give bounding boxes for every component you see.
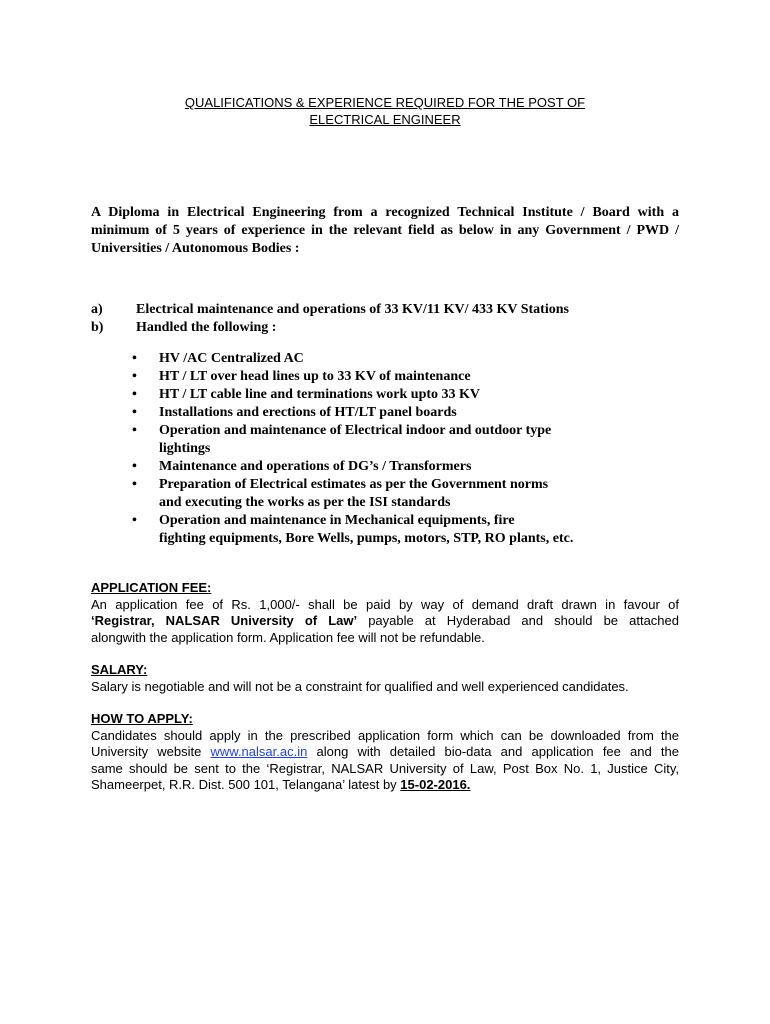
bullet-text: Operation and maintenance in Mechanical equipments, fire [159,513,515,528]
fee-payee: ‘Registrar, NALSAR University of Law’ [91,613,358,628]
bullet-icon: • [132,369,137,384]
bullet-item [132,476,652,512]
list-marker: a) [91,302,103,317]
apply-line-3: same should be sent to the ‘Registrar, NALSAR University of Law, Post Box No. 1, Justice City, [91,760,679,776]
bullet-text: Installations and erections of HT/LT panel boards [159,405,457,420]
bullet-icon: • [132,351,137,366]
list-marker: b) [91,320,104,335]
title-line-2: ELECTRICAL ENGINEER [309,112,461,127]
apply-line-4 [91,777,679,794]
bullet-text: Maintenance and operations of DG’s / Transformers [159,459,472,474]
bullet-text-continued: lightings [159,441,211,456]
apply-line-2-pre: University website [91,744,211,759]
bullet-list [132,350,652,548]
bullet-text: Preparation of Electrical estimates as per the Government norms [159,477,549,492]
bullet-item [132,458,652,476]
university-website-link[interactable]: www.nalsar.ac.in [210,744,308,759]
bullet-item [132,422,652,458]
fee-line-2-rest: payable at Hyderabad and should be attached [357,613,679,628]
bullet-text-continued: fighting equipments, Bore Wells, pumps, motors, STP, RO plants, etc. [159,531,574,546]
application-fee-heading: APPLICATION FEE: [91,580,212,595]
how-to-apply-section [91,711,679,794]
fee-line-2 [91,613,679,630]
bullet-text: HV /AC Centralized AC [159,351,304,366]
bullet-icon: • [132,387,137,402]
fee-line-1: An application fee of Rs. 1,000/- shall be paid by way of demand draft drawn in favour of [91,596,679,612]
bullet-item [132,368,652,386]
salary-heading: SALARY: [91,662,148,677]
salary-section [91,662,679,695]
bullet-icon: • [132,405,137,420]
bullet-item [132,512,652,548]
list-item-text: Electrical maintenance and operations of 33 KV/11 KV/ 433 KV Stations [136,302,569,317]
title-line-1: QUALIFICATIONS & EXPERIENCE REQUIRED FOR THE POST OF [184,95,586,110]
apply-line-1: Candidates should apply in the prescribed application form which can be downloaded from the [91,727,679,743]
list-item [91,301,691,319]
list-item-text: Handled the following : [136,320,277,335]
apply-line-2-post: along with detailed bio-data and application fee and the [307,744,679,759]
apply-line-4-pre: Shameerpet, R.R. Dist. 500 101, Telangana’ latest by [91,777,401,792]
bullet-text: Operation and maintenance of Electrical indoor and outdoor type [159,423,552,438]
bullet-item [132,350,652,368]
bullet-text: HT / LT over head lines up to 33 KV of maintenance [159,369,471,384]
how-to-apply-heading: HOW TO APPLY: [91,711,193,726]
experience-list [91,301,691,337]
bullet-text-continued: and executing the works as per the ISI standards [159,495,451,510]
fee-line-3: alongwith the application form. Application fee will not be refundable. [91,629,485,645]
bullet-icon: • [132,459,137,474]
apply-deadline: 15-02-2016. [400,777,471,792]
bullet-item [132,386,652,404]
bullet-icon: • [132,513,137,528]
salary-text: Salary is negotiable and will not be a constraint for qualified and well experienced candidates. [91,678,629,694]
how-to-apply-text [91,728,679,794]
application-fee-text [91,597,679,647]
apply-line-2 [91,744,679,761]
page-title [0,94,770,128]
intro-paragraph: A Diploma in Electrical Engineering from a recognized Technical Institute / Board with a minimum of 5 years of experience in the relevant field as below in any Government / PWD / Universities / Autonomous Bodies : [91,205,679,256]
bullet-icon: • [132,477,137,492]
bullet-icon: • [132,423,137,438]
application-fee-section [91,580,679,646]
list-item [91,319,691,337]
bullet-item [132,404,652,422]
bullet-text: HT / LT cable line and terminations work upto 33 KV [159,387,481,402]
